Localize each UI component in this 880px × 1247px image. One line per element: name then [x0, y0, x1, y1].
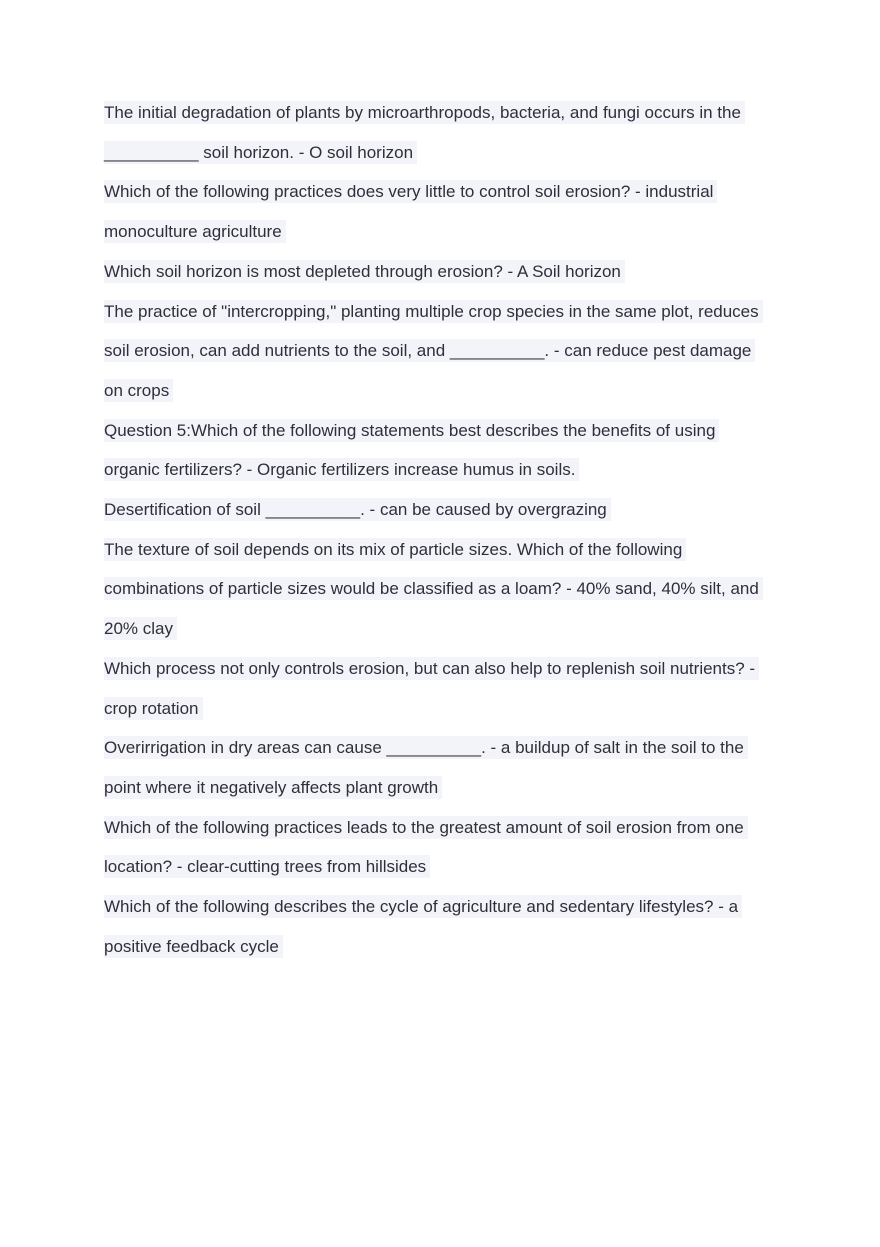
- text-line: __________ soil horizon. - O soil horizon: [104, 133, 804, 173]
- text-line: Which of the following practices does very little to control soil erosion? - industrial: [104, 172, 804, 212]
- text-line: Which of the following describes the cycle of agriculture and sedentary lifestyles? - a: [104, 887, 804, 927]
- text-line: positive feedback cycle: [104, 927, 804, 967]
- text-line: Which process not only controls erosion, but can also help to replenish soil nutrients? -: [104, 649, 804, 689]
- text-line: organic fertilizers? - Organic fertilizers increase humus in soils.: [104, 450, 804, 490]
- text-line: crop rotation: [104, 689, 804, 729]
- text-line: on crops: [104, 371, 804, 411]
- text-line: Desertification of soil __________. - can be caused by overgrazing: [104, 490, 804, 530]
- text-line: The initial degradation of plants by microarthropods, bacteria, and fungi occurs in the: [104, 93, 804, 133]
- text-line: location? - clear-cutting trees from hillsides: [104, 847, 804, 887]
- text-line: Which soil horizon is most depleted through erosion? - A Soil horizon: [104, 252, 804, 292]
- text-line: soil erosion, can add nutrients to the soil, and __________. - can reduce pest damage: [104, 331, 804, 371]
- text-line: Overirrigation in dry areas can cause __________. - a buildup of salt in the soil to the: [104, 728, 804, 768]
- text-line: The practice of "intercropping," planting multiple crop species in the same plot, reduces: [104, 292, 804, 332]
- text-line: The texture of soil depends on its mix of particle sizes. Which of the following: [104, 530, 804, 570]
- text-line: Question 5:Which of the following statements best describes the benefits of using: [104, 411, 804, 451]
- text-line: combinations of particle sizes would be classified as a loam? - 40% sand, 40% silt, and: [104, 569, 804, 609]
- qa-text-block: [104, 93, 804, 966]
- text-line: point where it negatively affects plant growth: [104, 768, 804, 808]
- text-line: monoculture agriculture: [104, 212, 804, 252]
- text-line: Which of the following practices leads to the greatest amount of soil erosion from one: [104, 808, 804, 848]
- text-line: 20% clay: [104, 609, 804, 649]
